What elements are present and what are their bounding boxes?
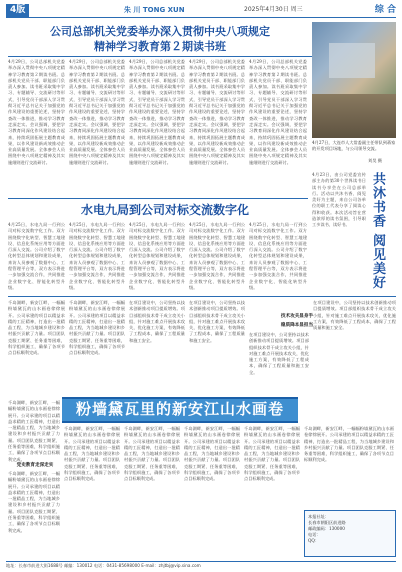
news-photo [312, 22, 396, 138]
subhead-2: 稳质降本显担当 [280, 323, 314, 328]
article2-col2: 4月25日，水电九局一行到公司对标交流数字化工作。双方围绕数字化转型、智慧工地建设、信息化系统应用等方面进行深入交流。公司介绍了数字化转型总体规划和建设成果，来访人员参观了数据中心、工程管理平台等，双方表示将进一步加强交流合作，共同推进企业数字化、智能化转型升级。 [69, 222, 125, 290]
page-footer: 地址：长春市前进大街1688号 邮编：130012 电话：0431-85698000 E-mail：zhjtbj@vip.sina.com [6, 561, 396, 570]
issue-date: 2025年4月30日 周三 [244, 6, 303, 13]
rule [8, 296, 396, 297]
feature-col5: 千岛湖畔，新安江畔，一幅幅粉墙黛瓦的山水画卷徐徐展开。公司承建的项目以精益求精的工匠精神，打造出一批精品工程，为当地城乡建设和乡村振兴贡献了力量。项目团队克服工期紧、任务重等困难，科学组织施工，确保了各项节点目标顺利完成。 [244, 426, 300, 482]
feature-subhead: 党史教育走深走实 [16, 463, 54, 468]
page-header [6, 4, 396, 18]
lower-col1: 千岛湖畔，新安江畔，一幅幅粉墙黛瓦的山水画卷徐徐展开。公司承建的项目以精益求精的工匠精神，打造出一批精品工程，为当地城乡建设和乡村振兴贡献了力量。项目团队克服工期紧、任务重等困难，科学组织施工，确保了各项节点目标顺利完成。 [8, 300, 65, 356]
right-column-text: 4月23日，由公司党委宣传部主办的第30个世界读书日读书分享会在公司总部举行。活动以共沐书香、阅见美好为主题，来自公司各单位的职工代表分享了阅读心得和收获。本次活动旨在营造浓厚的读书氛围，引导职工多读书、读好书。 [312, 172, 366, 228]
feature-col6: 千岛湖畔，新安江畔，一幅幅粉墙黛瓦的山水画卷徐徐展开。公司承建的项目以精益求精的工匠精神，打造出一批精品工程，为当地城乡建设和乡村振兴贡献了力量。项目团队克服工期紧、任务重等困难，科学组织施工，确保了各项节点目标顺利完成。 [304, 426, 394, 463]
feature-col4: 千岛湖畔，新安江畔，一幅幅粉墙黛瓦的山水画卷徐徐展开。公司承建的项目以精益求精的工匠精神，打造出一批精品工程，为当地城乡建设和乡村振兴贡献了力量。项目团队克服工期紧、任务重等困难，科学组织施工，确保了各项节点目标顺利完成。 [184, 426, 240, 482]
photo-caption: 4月27日，大连市人大常委副主任带队到蒋家的开发项目场地，与公司领导交流。 [312, 140, 396, 151]
article2-col1: 4月25日，水电九局一行到公司对标交流数字化工作。双方围绕数字化转型、智慧工地建设、信息化系统应用等方面进行深入交流。公司介绍了数字化转型总体规划和建设成果，来访人员参观了数据中心、工程管理平台等，双方表示将进一步加强交流合作，共同推进企业数字化、智能化转型升级。 [8, 222, 65, 290]
vertical-title: 共沐书香 阅见美好 [370, 172, 385, 290]
info-line: QQ： [308, 538, 320, 543]
info-line: 电话： [308, 532, 321, 537]
headline-article2: 水电九局到公司对标交流数字化 [80, 203, 249, 217]
article1-col1: 4月29日，公司总部机关党委举办深入贯彻中央八项规定精神学习教育第２期读书班。总部机关党员干部、职能部门负责人参加。读书班采取集中学习、专题辅导、交流研讨等形式，引导党员干部深入学习贯彻习近平总书记关于加强党的作风建设的重要论述，坚持学查改一体推进，推动学习教育走深走实。会议强调，要把学习教育同深化作风建设结合起来，持续巩固拓展主题教育成果，以作风建设新成效推动企业高质量发展。全体参会人员围绕中央八项规定精神及其实施细则进行交流研讨。 [8, 59, 65, 165]
masthead: 朱 川 TONG XUN [124, 6, 185, 14]
article1-col3: 4月29日，公司总部机关党委举办深入贯彻中央八项规定精神学习教育第２期读书班。总部机关党员干部、职能部门负责人参加。读书班采取集中学习、专题辅导、交流研讨等形式，引导党员干部深入学习贯彻习近平总书记关于加强党的作风建设的重要论述，坚持学查改一体推进，推动学习教育走深走实。会议强调，要把学习教育同深化作风建设结合起来，持续巩固拓展主题教育成果，以作风建设新成效推动企业高质量发展。全体参会人员围绕中央八项规定精神及其实施细则进行交流研讨。 [129, 59, 185, 165]
lower-col4: 在项目建设中，公司坚持以技术创新推动项目提质增效。项目部组织技术骨干成立攻关小组，针对施工难点开展技术攻关，优化施工方案，有效降低了工程成本，确保了工程质量和施工安全。 [189, 300, 245, 343]
section-title: 综 合 [374, 5, 396, 15]
info-line: 本报社址： [308, 514, 329, 519]
feature-col0: 千岛湖畔，新安江畔，一幅幅粉墙黛瓦的山水画卷徐徐展开。公司承建的项目以精益求精的工匠精神，打造出一批精品工程，为当地城乡建设和乡村振兴贡献了力量。项目团队克服工期紧、任务重等困难，科学组织施工，确保了各项节点目标顺利完成。 [8, 400, 60, 462]
feature-col2: 千岛湖畔，新安江畔，一幅幅粉墙黛瓦的山水画卷徐徐展开。公司承建的项目以精益求精的工匠精神，打造出一批精品工程，为当地城乡建设和乡村振兴贡献了力量。项目团队克服工期紧、任务重等困难，科学组织施工，确保了各项节点目标顺利完成。 [64, 426, 120, 482]
rule [8, 56, 314, 57]
headline-article1-line1: 公司总部机关党委举办深入贯彻中央八项规定 [50, 25, 270, 38]
feature-col3: 千岛湖畔，新安江畔，一幅幅粉墙黛瓦的山水画卷徐徐展开。公司承建的项目以精益求精的工匠精神，打造出一批精品工程，为当地城乡建设和乡村振兴贡献了力量。项目团队克服工期紧、任务重等困难，科学组织施工，确保了各项节点目标顺利完成。 [124, 426, 180, 482]
feature-banner [62, 397, 298, 423]
lower-col5: 在项目建设中，公司坚持以技术创新推动项目提质增效。项目部组织技术骨干成立攻关小组，针对施工难点开展技术攻关，优化施工方案，有效降低了工程成本，确保了工程质量和施工安全。 [249, 332, 309, 375]
lower-col6: 在项目建设中，公司坚持以技术创新推动项目提质增效。项目部组织技术骨干成立攻关小组，针对施工难点开展技术攻关，优化施工方案，有效降低了工程成本，确保了工程质量和施工安全。 [313, 300, 396, 331]
article1-col4: 4月29日，公司总部机关党委举办深入贯彻中央八项规定精神学习教育第２期读书班。总部机关党员干部、职能部门负责人参加。读书班采取集中学习、专题辅导、交流研讨等形式，引导党员干部深入学习贯彻习近平总书记关于加强党的作风建设的重要论述，坚持学查改一体推进，推动学习教育走深走实。会议强调，要把学习教育同深化作风建设结合起来，持续巩固拓展主题教育成果，以作风建设新成效推动企业高质量发展。全体参会人员围绕中央八项规定精神及其实施细则进行交流研讨。 [189, 59, 245, 165]
lower-col3: 在项目建设中，公司坚持以技术创新推动项目提质增效。项目部组织技术骨干成立攻关小组，针对施工难点开展技术攻关，优化施工方案，有效降低了工程成本，确保了工程质量和施工安全。 [129, 300, 185, 343]
feature-title: 粉墙黛瓦里的新安江山水画卷 [75, 400, 284, 418]
info-line: 长春市朝阳区前进路 [308, 520, 346, 525]
rule [8, 198, 308, 199]
article1-col2: 4月29日，公司总部机关党委举办深入贯彻中央八项规定精神学习教育第２期读书班。总部机关党员干部、职能部门负责人参加。读书班采取集中学习、专题辅导、交流研讨等形式，引导党员干部深入学习贯彻习近平总书记关于加强党的作风建设的重要论述，坚持学查改一体推进，推动学习教育走深走实。会议强调，要把学习教育同深化作风建设结合起来，持续巩固拓展主题教育成果，以作风建设新成效推动企业高质量发展。全体参会人员围绕中央八项规定精神及其实施细则进行交流研讨。 [69, 59, 125, 165]
article2-col4: 4月25日，水电九局一行到公司对标交流数字化工作。双方围绕数字化转型、智慧工地建设、信息化系统应用等方面进行深入交流。公司介绍了数字化转型总体规划和建设成果，来访人员参观了数据中心、工程管理平台等，双方表示将进一步加强交流合作，共同推进企业数字化、智能化转型升级。 [189, 222, 245, 290]
article1-col5: 4月29日，公司总部机关党委举办深入贯彻中央八项规定精神学习教育第２期读书班。总部机关党员干部、职能部门负责人参加。读书班采取集中学习、专题辅导、交流研讨等形式，引导党员干部深入学习贯彻习近平总书记关于加强党的作风建设的重要论述，坚持学查改一体推进，推动学习教育走深走实。会议强调，要把学习教育同深化作风建设结合起来，持续巩固拓展主题教育成果，以作风建设新成效推动企业高质量发展。全体参会人员围绕中央八项规定精神及其实施细则进行交流研讨。 [249, 59, 307, 165]
headline-article1-line2: 精神学习教育第２期读书班 [94, 40, 226, 53]
info-line: 邮政编码：130000 [308, 526, 345, 531]
photo-credit: 刘昊 摄 [368, 158, 382, 163]
lower-col2: 千岛湖畔，新安江畔，一幅幅粉墙黛瓦的山水画卷徐徐展开。公司承建的项目以精益求精的工匠精神，打造出一批精品工程，为当地城乡建设和乡村振兴贡献了力量。项目团队克服工期紧、任务重等困难，科学组织施工，确保了各项节点目标顺利完成。 [69, 300, 125, 356]
article2-col3: 4月25日，水电九局一行到公司对标交流数字化工作。双方围绕数字化转型、智慧工地建设、信息化系统应用等方面进行深入交流。公司介绍了数字化转型总体规划和建设成果，来访人员参观了数据中心、工程管理平台等，双方表示将进一步加强交流合作，共同推进企业数字化、智能化转型升级。 [129, 222, 185, 290]
feature-col1: 千岛湖畔，新安江畔，一幅幅粉墙黛瓦的山水画卷徐徐展开。公司承建的项目以精益求精的工匠精神，打造出一批精品工程，为当地城乡建设和乡村振兴贡献了力量。项目团队克服工期紧、任务重等困难，科学组织施工，确保了各项节点目标顺利完成。 [8, 471, 60, 533]
page-number: 4版 [6, 4, 29, 17]
subhead-1: 技术攻关显身手 [280, 314, 314, 319]
article2-col5: 4月25日，水电九局一行到公司对标交流数字化工作。双方围绕数字化转型、智慧工地建设、信息化系统应用等方面进行深入交流。公司介绍了数字化转型总体规划和建设成果，来访人员参观了数据中心、工程管理平台等，双方表示将进一步加强交流合作，共同推进企业数字化、智能化转型升级。 [249, 222, 307, 290]
info-box [304, 510, 396, 557]
